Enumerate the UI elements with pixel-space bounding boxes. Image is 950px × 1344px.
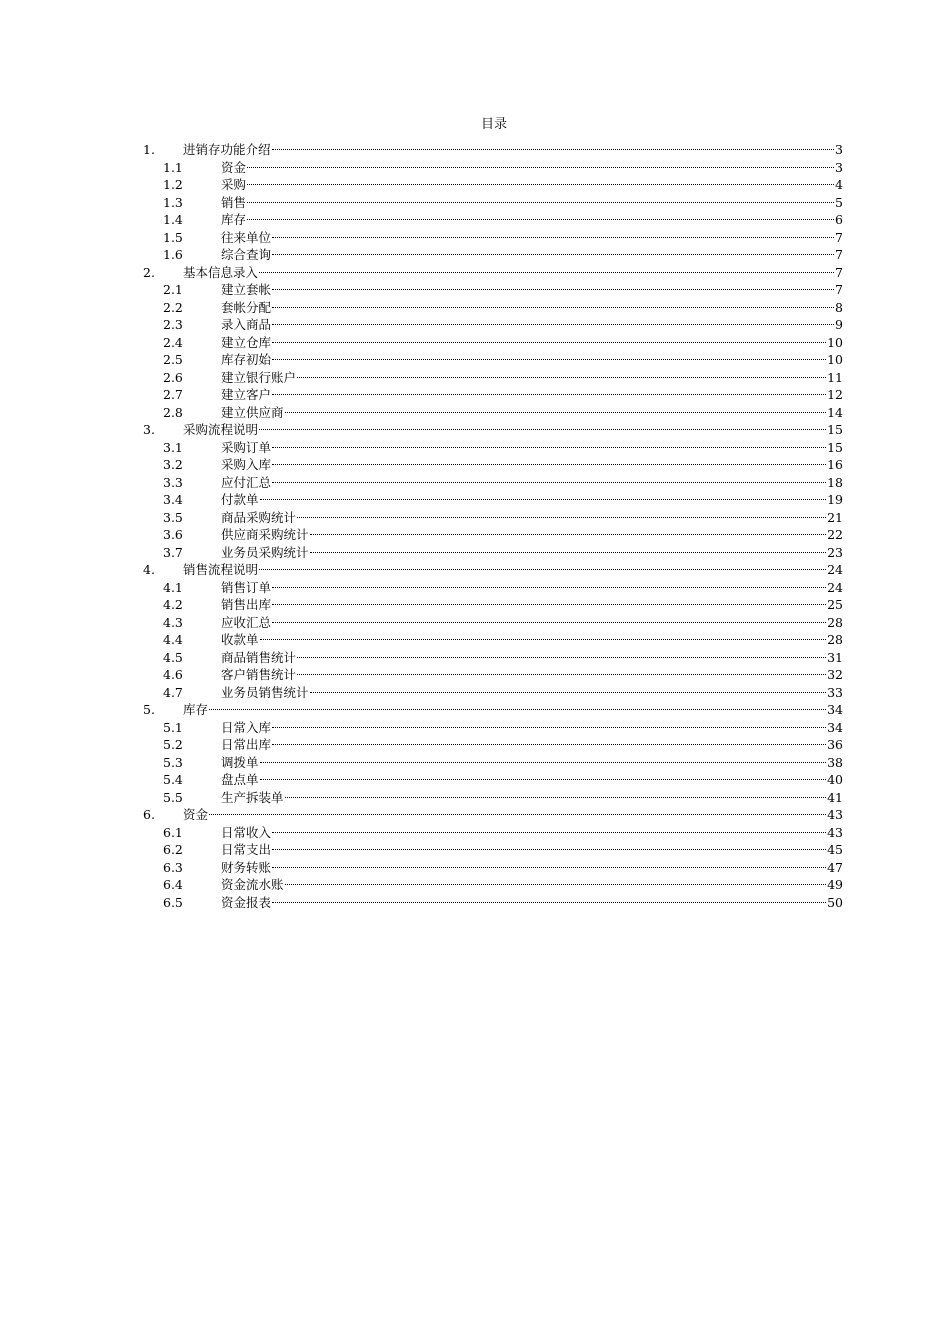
toc-entry-section[interactable] xyxy=(143,369,843,387)
toc-leader-dots xyxy=(310,552,827,553)
toc-entry-number: 3.2 xyxy=(163,457,183,472)
toc-entry-page-number: 18 xyxy=(827,474,843,490)
toc-entry-section[interactable] xyxy=(143,841,843,859)
toc-entry-number: 3.3 xyxy=(163,474,183,490)
toc-entry-label: 供应商采购统计 xyxy=(221,527,309,542)
toc-entry-chapter[interactable] xyxy=(143,141,843,159)
toc-leader-dots xyxy=(272,237,834,238)
toc-leader-dots xyxy=(272,324,834,325)
toc-entry-number: 2.4 xyxy=(163,334,183,350)
toc-leader-dots xyxy=(297,517,826,518)
toc-leader-dots xyxy=(272,464,826,465)
toc-entry-page-number: 41 xyxy=(827,789,843,805)
toc-entry-number: 1.6 xyxy=(163,247,183,262)
toc-entry-page-number: 15 xyxy=(827,422,843,437)
toc-entry-label: 建立供应商 xyxy=(221,404,284,420)
toc-leader-dots xyxy=(272,289,834,290)
toc-entry-page-number: 45 xyxy=(827,842,843,857)
toc-entry-section[interactable] xyxy=(143,281,843,299)
toc-entry-label: 收款单 xyxy=(221,632,259,647)
toc-leader-dots xyxy=(272,744,826,745)
toc-entry-page-number: 24 xyxy=(827,562,843,577)
toc-entry-label: 综合查询 xyxy=(221,247,272,262)
toc-entry-number: 5. xyxy=(143,702,155,717)
toc-entry-page-number: 33 xyxy=(827,684,843,700)
toc-entry-label: 日常收入 xyxy=(221,824,272,840)
toc-entry-chapter[interactable] xyxy=(143,561,843,579)
toc-entry-label: 资金 xyxy=(221,159,247,175)
toc-entry-number: 2.6 xyxy=(163,369,183,385)
toc-entry-number: 2.5 xyxy=(163,352,183,367)
toc-entry-page-number: 25 xyxy=(827,597,843,612)
toc-entry-label: 资金报表 xyxy=(221,894,272,910)
toc-entry-label: 调拨单 xyxy=(221,754,259,770)
toc-entry-page-number: 24 xyxy=(827,579,843,595)
toc-entry-number: 2.1 xyxy=(163,282,183,297)
toc-entry-label: 应收汇总 xyxy=(221,614,272,630)
toc-entry-number: 4.1 xyxy=(163,579,183,595)
toc-entry-number: 3.7 xyxy=(163,544,183,560)
toc-leader-dots xyxy=(272,727,826,728)
toc-entry-label: 商品销售统计 xyxy=(221,649,297,665)
toc-entry-label: 资金流水账 xyxy=(221,877,284,892)
toc-entry-label: 财务转账 xyxy=(221,859,272,875)
toc-leader-dots xyxy=(272,587,826,588)
toc-leader-dots xyxy=(260,762,827,763)
toc-entry-number: 1.2 xyxy=(163,177,183,192)
toc-entry-section[interactable] xyxy=(143,474,843,492)
toc-entry-section[interactable] xyxy=(143,544,843,562)
toc-entry-number: 3.5 xyxy=(163,509,183,525)
toc-leader-dots xyxy=(260,499,827,500)
toc-entry-section[interactable] xyxy=(143,736,843,754)
toc-entry-section[interactable] xyxy=(143,684,843,702)
toc-entry-label: 业务员销售统计 xyxy=(221,684,309,700)
toc-leader-dots xyxy=(272,447,826,448)
toc-leader-dots xyxy=(285,884,827,885)
toc-entry-number: 6.4 xyxy=(163,877,183,892)
toc-entry-number: 4.4 xyxy=(163,632,183,647)
toc-leader-dots xyxy=(297,674,826,675)
toc-leader-dots xyxy=(272,832,826,833)
toc-entry-number: 1.4 xyxy=(163,212,183,227)
toc-entry-section[interactable] xyxy=(143,579,843,597)
toc-entry-page-number: 5 xyxy=(835,194,843,210)
toc-entry-label: 日常入库 xyxy=(221,719,272,735)
toc-leader-dots xyxy=(247,219,834,220)
toc-leader-dots xyxy=(247,202,834,203)
toc-entry-number: 5.3 xyxy=(163,754,183,770)
toc-entry-section[interactable] xyxy=(143,439,843,457)
toc-leader-dots xyxy=(297,657,826,658)
toc-entry-page-number: 32 xyxy=(827,667,843,682)
toc-leader-dots xyxy=(272,394,826,395)
toc-entry-section[interactable] xyxy=(143,649,843,667)
toc-entry-page-number: 38 xyxy=(827,754,843,770)
toc-entry-page-number: 23 xyxy=(827,544,843,560)
toc-leader-dots xyxy=(259,429,826,430)
toc-entry-label: 销售 xyxy=(221,194,247,210)
toc-entry-section[interactable] xyxy=(143,456,843,474)
toc-entry-label: 日常出库 xyxy=(221,737,272,752)
toc-entry-section[interactable] xyxy=(143,771,843,789)
toc-entry-page-number: 9 xyxy=(835,317,843,332)
toc-entry-label: 销售出库 xyxy=(221,597,272,612)
toc-entry-number: 4.7 xyxy=(163,684,183,700)
toc-entry-number: 5.1 xyxy=(163,719,183,735)
toc-entry-number: 3. xyxy=(143,422,155,437)
toc-entry-page-number: 7 xyxy=(835,282,843,297)
toc-entry-section[interactable] xyxy=(143,596,843,614)
toc-entry-page-number: 28 xyxy=(827,632,843,647)
toc-entry-section[interactable] xyxy=(143,631,843,649)
toc-entry-page-number: 4 xyxy=(835,177,843,192)
toc-entry-number: 2.7 xyxy=(163,387,183,402)
toc-entry-section[interactable] xyxy=(143,404,843,422)
toc-entry-page-number: 7 xyxy=(835,264,843,280)
toc-entry-label: 采购 xyxy=(221,177,247,192)
toc-entry-number: 5.2 xyxy=(163,737,183,752)
toc-entry-number: 1. xyxy=(143,142,155,157)
toc-entry-section[interactable] xyxy=(143,876,843,894)
toc-leader-dots xyxy=(247,184,834,185)
toc-leader-dots xyxy=(272,604,826,605)
toc-entry-section[interactable] xyxy=(143,211,843,229)
toc-leader-dots xyxy=(272,149,835,150)
toc-entry-number: 2.2 xyxy=(163,299,183,315)
toc-leader-dots xyxy=(209,814,826,815)
toc-entry-label: 录入商品 xyxy=(221,317,272,332)
toc-entry-section[interactable] xyxy=(143,754,843,772)
toc-entry-label: 套帐分配 xyxy=(221,299,272,315)
toc-entry-number: 5.4 xyxy=(163,772,183,787)
toc-leader-dots xyxy=(310,692,827,693)
toc-entry-number: 1.5 xyxy=(163,229,183,245)
toc-entry-label: 销售订单 xyxy=(221,579,272,595)
toc-entry-page-number: 43 xyxy=(827,807,843,822)
toc-leader-dots xyxy=(209,709,826,710)
toc-entry-label: 建立银行账户 xyxy=(221,369,297,385)
toc-entry-label: 盘点单 xyxy=(221,772,259,787)
toc-leader-dots xyxy=(272,342,826,343)
toc-leader-dots xyxy=(259,569,826,570)
toc-entry-number: 6. xyxy=(143,807,155,822)
toc-entry-number: 4.2 xyxy=(163,597,183,612)
toc-entry-section[interactable] xyxy=(143,334,843,352)
toc-entry-label: 客户销售统计 xyxy=(221,667,297,682)
toc-leader-dots xyxy=(260,639,827,640)
toc-entry-page-number: 34 xyxy=(827,719,843,735)
toc-entry-page-number: 36 xyxy=(827,737,843,752)
toc-entry-label: 生产拆装单 xyxy=(221,789,284,805)
toc-leader-dots xyxy=(272,902,826,903)
toc-entry-number: 6.2 xyxy=(163,842,183,857)
toc-entry-page-number: 11 xyxy=(827,369,843,385)
toc-entry-page-number: 10 xyxy=(827,334,843,350)
toc-leader-dots xyxy=(310,534,827,535)
toc-leader-dots xyxy=(272,254,834,255)
toc-leader-dots xyxy=(272,482,826,483)
toc-title: 目录 xyxy=(480,117,507,132)
toc-entry-label: 往来单位 xyxy=(221,229,272,245)
toc-entry-page-number: 10 xyxy=(827,352,843,367)
table-of-contents xyxy=(143,141,843,911)
toc-entry-page-number: 15 xyxy=(827,439,843,455)
toc-entry-label: 建立客户 xyxy=(221,387,272,402)
toc-entry-page-number: 7 xyxy=(835,229,843,245)
toc-entry-page-number: 40 xyxy=(827,772,843,787)
toc-leader-dots xyxy=(247,167,834,168)
toc-entry-section[interactable] xyxy=(143,614,843,632)
toc-entry-number: 2. xyxy=(143,264,155,280)
toc-leader-dots xyxy=(272,849,826,850)
toc-entry-number: 2.3 xyxy=(163,317,183,332)
toc-entry-page-number: 22 xyxy=(827,527,843,542)
toc-entry-label: 业务员采购统计 xyxy=(221,544,309,560)
toc-entry-number: 6.1 xyxy=(163,824,183,840)
toc-entry-label: 基本信息录入 xyxy=(183,264,259,280)
toc-entry-page-number: 34 xyxy=(827,702,843,717)
toc-entry-number: 4.5 xyxy=(163,649,183,665)
toc-entry-page-number: 47 xyxy=(827,859,843,875)
toc-entry-page-number: 50 xyxy=(827,894,843,910)
toc-entry-label: 应付汇总 xyxy=(221,474,272,490)
toc-entry-label: 采购流程说明 xyxy=(183,422,259,437)
toc-entry-label: 库存初始 xyxy=(221,352,272,367)
toc-entry-chapter[interactable] xyxy=(143,264,843,282)
toc-entry-page-number: 16 xyxy=(827,457,843,472)
toc-leader-dots xyxy=(272,307,834,308)
toc-entry-label: 进销存功能介绍 xyxy=(183,142,271,157)
toc-leader-dots xyxy=(297,377,826,378)
toc-entry-number: 4. xyxy=(143,562,155,577)
toc-entry-label: 库存 xyxy=(221,212,247,227)
toc-entry-section[interactable] xyxy=(143,824,843,842)
toc-entry-number: 6.3 xyxy=(163,859,183,875)
toc-leader-dots xyxy=(285,797,827,798)
toc-leader-dots xyxy=(259,272,834,273)
toc-entry-page-number: 43 xyxy=(827,824,843,840)
toc-entry-page-number: 6 xyxy=(835,212,843,227)
toc-entry-section[interactable] xyxy=(143,789,843,807)
toc-entry-chapter[interactable] xyxy=(143,806,843,824)
toc-entry-section[interactable] xyxy=(143,316,843,334)
toc-entry-number: 5.5 xyxy=(163,789,183,805)
toc-entry-section[interactable] xyxy=(143,229,843,247)
toc-entry-number: 4.3 xyxy=(163,614,183,630)
toc-entry-number: 1.1 xyxy=(163,159,183,175)
toc-entry-page-number: 8 xyxy=(835,299,843,315)
toc-entry-number: 3.4 xyxy=(163,492,183,507)
toc-entry-number: 3.1 xyxy=(163,439,183,455)
toc-entry-page-number: 3 xyxy=(835,159,843,175)
toc-entry-section[interactable] xyxy=(143,859,843,877)
toc-entry-label: 库存 xyxy=(183,702,209,717)
toc-entry-section[interactable] xyxy=(143,194,843,212)
toc-entry-label: 采购入库 xyxy=(221,457,272,472)
toc-entry-number: 3.6 xyxy=(163,527,183,542)
toc-leader-dots xyxy=(285,412,827,413)
toc-entry-section[interactable] xyxy=(143,894,843,912)
toc-leader-dots xyxy=(260,779,827,780)
toc-entry-page-number: 21 xyxy=(827,509,843,525)
toc-entry-section[interactable] xyxy=(143,351,843,369)
toc-entry-chapter[interactable] xyxy=(143,421,843,439)
toc-entry-page-number: 14 xyxy=(827,404,843,420)
toc-entry-page-number: 28 xyxy=(827,614,843,630)
toc-entry-chapter[interactable] xyxy=(143,701,843,719)
toc-entry-label: 商品采购统计 xyxy=(221,509,297,525)
toc-entry-number: 2.8 xyxy=(163,404,183,420)
toc-entry-number: 6.5 xyxy=(163,894,183,910)
toc-entry-section[interactable] xyxy=(143,509,843,527)
toc-entry-number: 4.6 xyxy=(163,667,183,682)
toc-entry-section[interactable] xyxy=(143,299,843,317)
toc-entry-section[interactable] xyxy=(143,386,843,404)
toc-entry-section[interactable] xyxy=(143,159,843,177)
toc-entry-section[interactable] xyxy=(143,491,843,509)
toc-entry-number: 1.3 xyxy=(163,194,183,210)
toc-entry-page-number: 3 xyxy=(835,142,843,157)
toc-leader-dots xyxy=(272,867,826,868)
toc-entry-label: 资金 xyxy=(183,807,209,822)
toc-entry-label: 建立套帐 xyxy=(221,282,272,297)
toc-entry-page-number: 12 xyxy=(827,387,843,402)
toc-leader-dots xyxy=(272,359,826,360)
toc-entry-page-number: 31 xyxy=(827,649,843,665)
toc-entry-section[interactable] xyxy=(143,246,843,264)
toc-leader-dots xyxy=(272,622,826,623)
toc-entry-page-number: 7 xyxy=(835,247,843,262)
toc-entry-label: 建立仓库 xyxy=(221,334,272,350)
toc-entry-section[interactable] xyxy=(143,666,843,684)
toc-entry-section[interactable] xyxy=(143,719,843,737)
toc-entry-section[interactable] xyxy=(143,176,843,194)
toc-entry-label: 付款单 xyxy=(221,492,259,507)
toc-entry-section[interactable] xyxy=(143,526,843,544)
toc-entry-page-number: 19 xyxy=(827,492,843,507)
toc-entry-page-number: 49 xyxy=(827,877,843,892)
toc-entry-label: 采购订单 xyxy=(221,439,272,455)
toc-entry-label: 日常支出 xyxy=(221,842,272,857)
toc-entry-label: 销售流程说明 xyxy=(183,562,259,577)
